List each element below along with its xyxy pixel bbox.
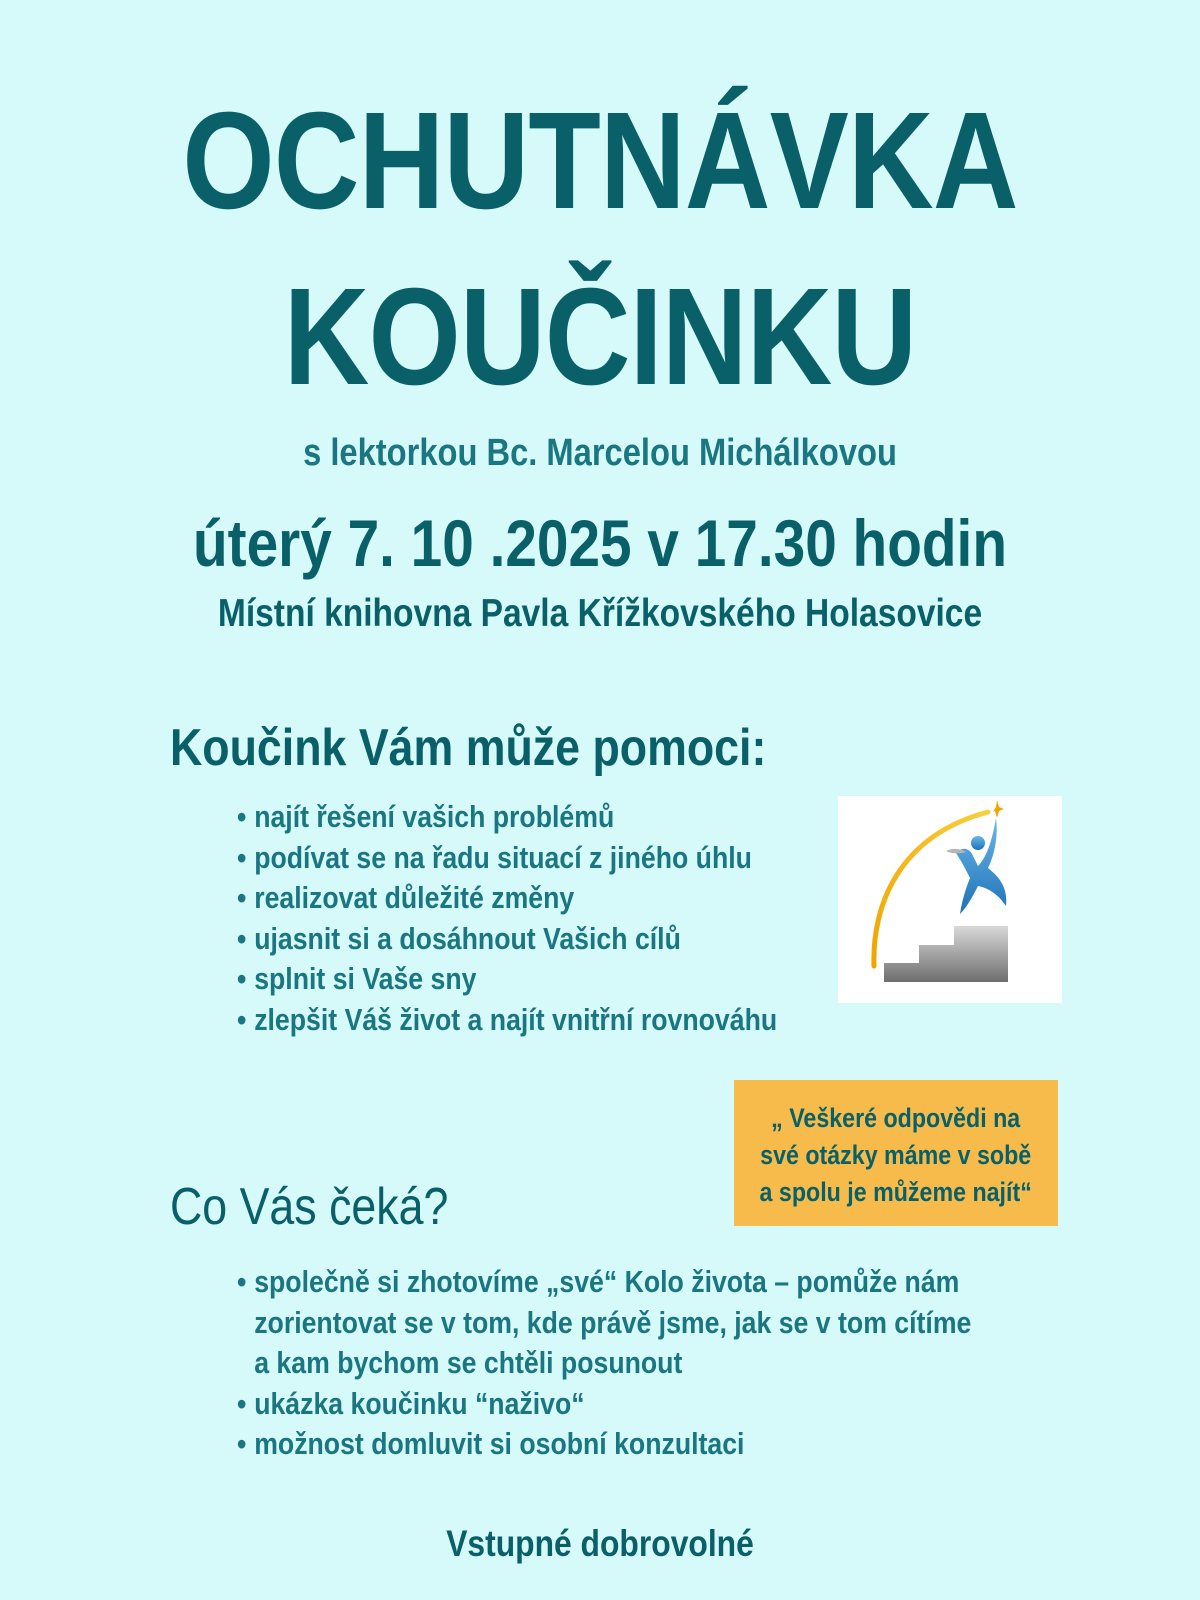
quote-box (734, 1080, 1058, 1226)
title-line-2: KOUČINKU (283, 260, 917, 414)
list-item: • společně si zhotovíme „své“ Kolo života – pomůže nám (237, 1262, 971, 1303)
lecturer-subtitle: s lektorkou Bc. Marcelou Michálkovou (303, 432, 897, 474)
list-item: • najít řešení vašich problémů (237, 797, 777, 838)
bullet-icon: • (237, 920, 247, 956)
title-line-1: OCHUTNÁVKA (182, 84, 1018, 238)
bullet-icon: • (237, 1426, 247, 1461)
quote-text: „ Veškeré odpovědi na své otázky máme v sobě a spolu je můžeme najít“ (759, 1103, 1032, 1207)
bullet-icon: • (237, 1385, 247, 1421)
coaching-illustration (838, 796, 1062, 1003)
help-heading: Koučink Vám může pomoci: (170, 719, 767, 777)
event-date: úterý 7. 10 .2025 v 17.30 hodin (193, 506, 1007, 580)
event-place: Místní knihovna Pavla Křížkovského Holasovice (217, 592, 983, 635)
admission-note: Vstupné dobrovolné (446, 1523, 754, 1564)
list-item: • možnost domluvit si osobní konzultaci (237, 1424, 971, 1465)
list-item: • ujasnit si a dosáhnout Vašich cílů (237, 919, 777, 960)
bullet-icon: • (237, 799, 247, 834)
bullet-icon: • (237, 961, 247, 996)
person-climbing-stairs-to-star-icon (838, 796, 1062, 1003)
bullet-icon: • (237, 1001, 247, 1037)
list-item: • ukázka koučinku “naživo“ (237, 1384, 971, 1425)
list-item: • realizovat důležité změny (237, 878, 777, 919)
list-item-continuation: a kam bychom se chtěli posunout (254, 1345, 683, 1380)
expect-list (237, 1262, 971, 1465)
list-item-continuation: zorientovat se v tom, kde právě jsme, jak se v tom cítíme (254, 1304, 972, 1340)
help-list (237, 797, 777, 1040)
expect-heading: Co Vás čeká? (170, 1178, 449, 1236)
list-item: • podívat se na řadu situací z jiného úhlu (237, 838, 777, 879)
list-item: • splnit si Vaše sny (237, 959, 777, 1000)
bullet-icon: • (237, 880, 247, 915)
list-item: • zlepšit Váš život a najít vnitřní rovnováhu (237, 1000, 777, 1041)
bullet-icon: • (237, 1264, 247, 1299)
bullet-icon: • (237, 839, 247, 875)
